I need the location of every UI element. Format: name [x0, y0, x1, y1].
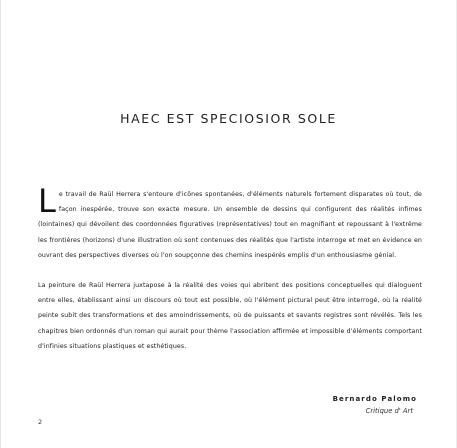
article-body	[38, 182, 422, 354]
paragraph-2	[38, 278, 422, 354]
paragraph-2-text: La peinture de Raül Herrera juxtapose à la réalité des voies qui abritent des positions conceptuelles qui dialoguent entre elles, établissant ainsi un discours où tout est possible, où l'élément pictural peut être interrogé, où la réalité peinte subit des transformations et des amoindrissements, où de puissants et savants registres sont révélés. Tels les chapitres bien ordonnés d'un roman qui aurait pour thème l'association affirmée et impossible d'éléments comportant d'infinies situations plastiques et esthétiques.	[38, 282, 422, 350]
page-number: 2	[38, 418, 43, 426]
author-role: Critique d' Art	[365, 407, 413, 415]
page-left-edge	[0, 0, 1, 448]
paragraph-1	[38, 182, 422, 263]
page-title: HAEC EST SPECIOSIOR SOLE	[120, 111, 337, 126]
author-name: Bernardo Palomo	[332, 395, 417, 403]
signature-block	[333, 395, 417, 415]
paragraph-1-text: e travail de Raül Herrera s'entoure d'icônes spontanées, d'éléments naturels fortement disparates où tout, de façon inespérée, trouve son exacte mesure. Un ensemble de dessins qui configurent des réalités infimes (lointaines) qui dévoilent des coordonnées figuratives (représentatives) tout en magnifiant et repoussant à l'extrême les frontières (horizons) d'une illustration où sont contenues des réalités que l'artiste interroge et met en évidence en ouvrant des perspectives diverses où l'on soupçonne des chemins inespérés emplis d'un enthousiasme génial.	[38, 191, 422, 259]
drop-cap-letter: L	[38, 182, 56, 220]
